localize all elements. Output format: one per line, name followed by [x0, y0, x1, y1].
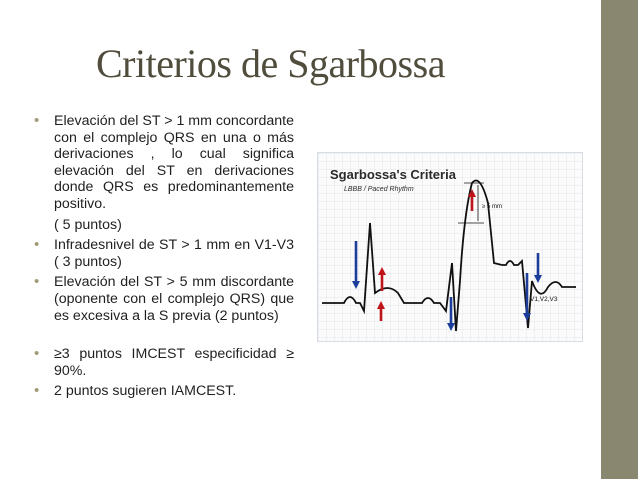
spacer [34, 328, 294, 346]
bullet-text: ≥3 puntos IMCEST especificidad ≥ 90%. [54, 346, 294, 379]
bullet-list [34, 113, 294, 404]
figure-subtitle: LBBB / Paced Rhythm [344, 186, 414, 193]
bullet-item [34, 274, 294, 324]
bullet-continuation [34, 217, 294, 234]
bullet-item [34, 237, 294, 270]
leads-label: V1,V2,V3 [530, 296, 558, 303]
bullet-text: Infradesnivel de ST > 1 mm en V1-V3 ( 3 puntos) [54, 237, 294, 270]
bullet-dot: • [34, 345, 40, 363]
accent-bar [601, 0, 638, 479]
bullet-dot: • [34, 273, 40, 291]
figure-title: Sgarbossa's Criteria [330, 167, 456, 182]
ecg-diagram [318, 153, 582, 341]
slide-title: Criterios de Sgarbossa [96, 41, 445, 86]
bullet-text: Elevación del ST > 5 mm discordante (oponente con el complejo QRS) que es excesiva a la S previa (2 puntos) [54, 274, 294, 324]
bullet-text: 2 puntos sugieren IAMCEST. [54, 383, 237, 400]
bullet-dot: • [34, 112, 40, 129]
bullet-text: Elevación del ST > 1 mm concordante con el complejo QRS en una o más derivaciones , lo cual significa elevación del ST en derivaciones donde QRS es predominantemente positivo. [54, 113, 294, 212]
annotation-label: ≥ 5 mm [482, 204, 502, 210]
bullet-item [34, 113, 294, 213]
ecg-figure [317, 152, 583, 342]
bullet-dot: • [34, 236, 40, 254]
bullet-item [34, 383, 294, 400]
bullet-text: ( 5 puntos) [54, 216, 122, 233]
bullet-dot: • [34, 382, 40, 400]
bullet-item [34, 346, 294, 379]
